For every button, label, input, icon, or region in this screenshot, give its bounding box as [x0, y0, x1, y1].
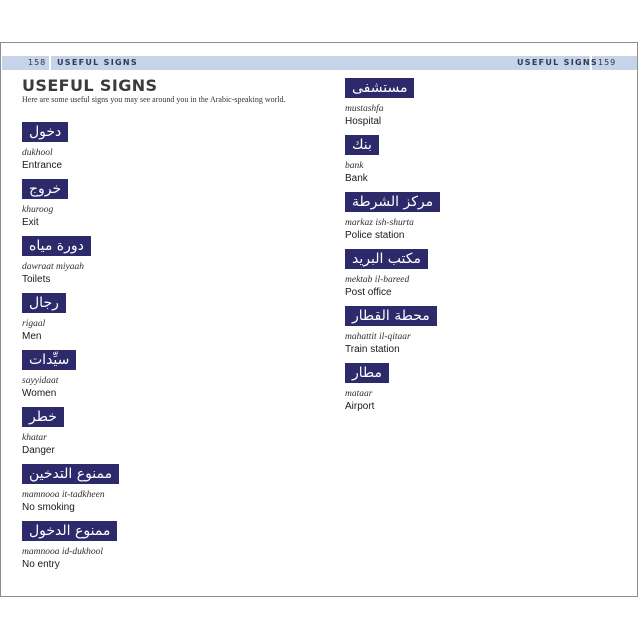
sign-entry — [345, 134, 495, 191]
left-page-number: 158 — [28, 58, 47, 67]
transliteration: dukhool — [22, 148, 53, 158]
sign-entry — [22, 121, 172, 178]
transliteration: mamnooa id-dukhool — [22, 547, 104, 557]
arabic-sign: دورة مياه — [22, 236, 91, 256]
intro-text: Here are some useful signs you may see around you in the Arabic-speaking world. — [22, 95, 286, 104]
sign-entry — [345, 191, 495, 248]
sign-entry — [345, 362, 495, 419]
transliteration: rigaal — [22, 319, 46, 329]
arabic-sign: سيِّدات — [22, 350, 76, 370]
arabic-sign: مكتب البريد — [345, 249, 428, 269]
sign-entry — [345, 305, 495, 362]
left-sign-list — [22, 121, 172, 577]
arabic-sign: رجال — [22, 293, 66, 313]
transliteration: mataar — [345, 389, 373, 399]
page-title: USEFUL SIGNS — [22, 76, 158, 95]
english-meaning: No smoking — [22, 502, 75, 513]
arabic-sign: مركز الشرطة — [345, 192, 440, 212]
transliteration: khatar — [22, 433, 47, 443]
english-meaning: Airport — [345, 401, 375, 412]
arabic-sign: محطة القطار — [345, 306, 437, 326]
transliteration: mamnooa it-tadkheen — [22, 490, 105, 500]
english-meaning: Hospital — [345, 116, 382, 127]
sign-entry — [22, 463, 172, 520]
arabic-sign: خطر — [22, 407, 64, 427]
transliteration: bank — [345, 161, 364, 171]
english-meaning: Women — [22, 388, 57, 399]
left-running-head: USEFUL SIGNS — [57, 58, 138, 67]
arabic-sign: مطار — [345, 363, 389, 383]
english-meaning: Post office — [345, 287, 392, 298]
transliteration: khuroog — [22, 205, 54, 215]
english-meaning: Police station — [345, 230, 405, 241]
transliteration: mustashfa — [345, 104, 384, 114]
arabic-sign: ممنوع التدخين — [22, 464, 119, 484]
sign-entry — [345, 248, 495, 305]
english-meaning: No entry — [22, 559, 60, 570]
arabic-sign: خروج — [22, 179, 68, 199]
english-meaning: Bank — [345, 173, 368, 184]
english-meaning: Men — [22, 331, 42, 342]
sign-entry — [22, 292, 172, 349]
english-meaning: Entrance — [22, 160, 63, 171]
transliteration: markaz ish-shurta — [345, 218, 414, 228]
transliteration: dawraat miyaah — [22, 262, 85, 272]
right-page-number: 159 — [598, 58, 617, 67]
sign-entry — [22, 235, 172, 292]
transliteration: mahattit il-qitaar — [345, 332, 411, 342]
english-meaning: Exit — [22, 217, 39, 228]
sign-entry — [22, 349, 172, 406]
header-divider — [49, 55, 51, 71]
english-meaning: Toilets — [22, 274, 51, 285]
english-meaning: Danger — [22, 445, 55, 456]
right-sign-list — [345, 77, 495, 419]
english-meaning: Train station — [345, 344, 400, 355]
right-running-head: USEFUL SIGNS — [517, 58, 598, 67]
arabic-sign: بنك — [345, 135, 379, 155]
sign-entry — [22, 406, 172, 463]
sign-entry — [22, 520, 172, 577]
transliteration: sayyidaat — [22, 376, 59, 386]
sign-entry — [22, 178, 172, 235]
transliteration: mektab il-bareed — [345, 275, 410, 285]
arabic-sign: ممنوع الدخول — [22, 521, 117, 541]
sign-entry — [345, 77, 495, 134]
arabic-sign: مستشفى — [345, 78, 414, 98]
arabic-sign: دخول — [22, 122, 68, 142]
